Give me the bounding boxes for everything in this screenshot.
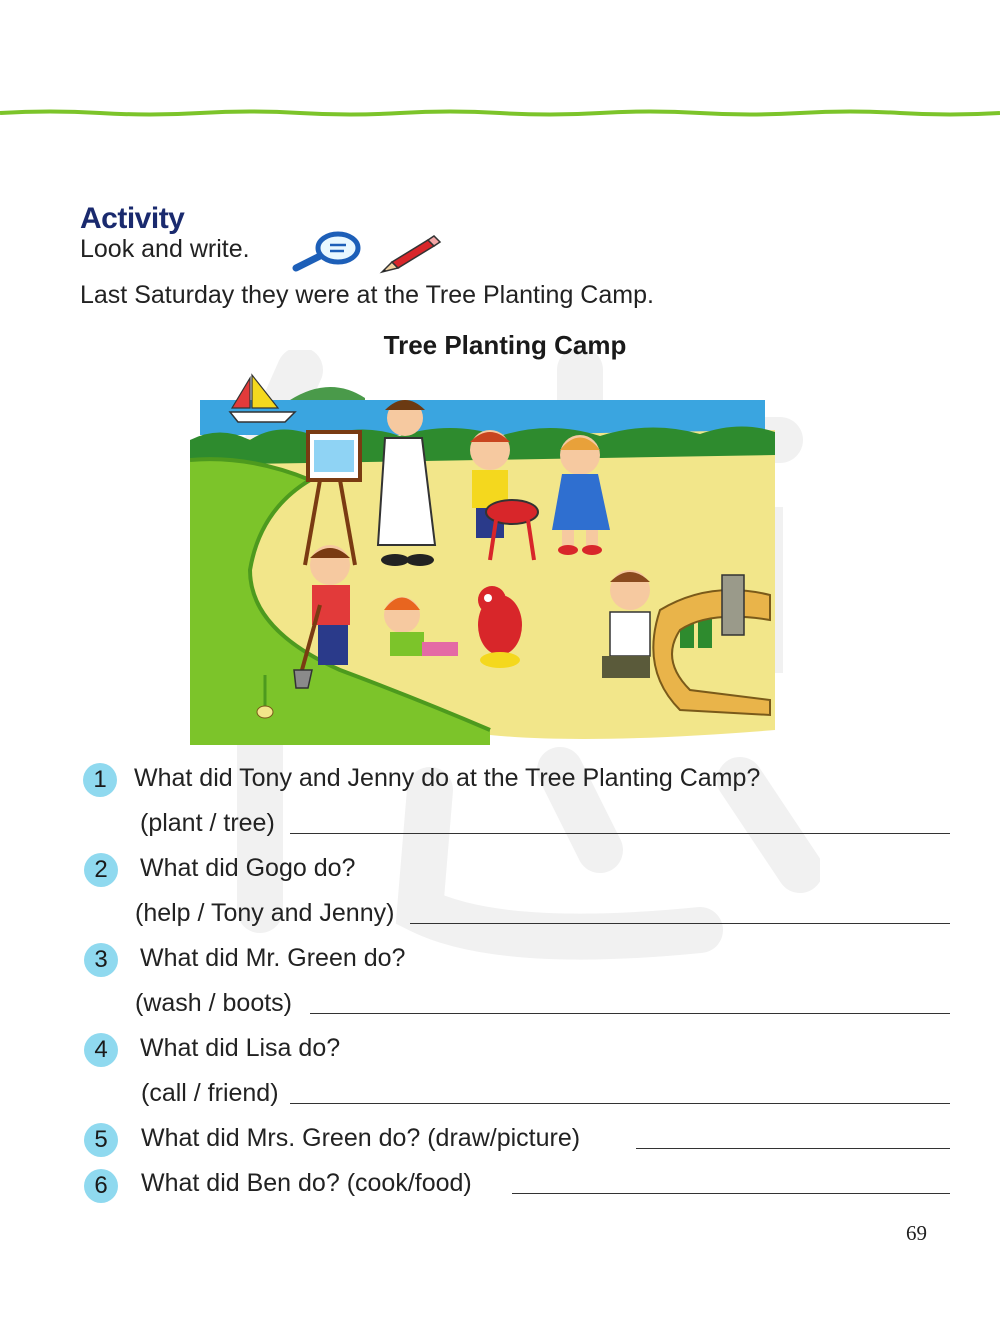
question-number-badge: 3 — [84, 943, 118, 977]
answer-line[interactable] — [290, 833, 950, 834]
question-text: What did Mrs. Green do? (draw/picture) — [141, 1124, 581, 1152]
answer-line[interactable] — [512, 1193, 950, 1194]
question-number-badge: 4 — [84, 1033, 118, 1067]
question-text: What did Gogo do? — [140, 854, 356, 882]
question-hint: (wash / boots) — [135, 989, 293, 1017]
sailboat-icon — [230, 375, 295, 422]
question-hint: (help / Tony and Jenny) — [135, 899, 395, 927]
question-text: What did Tony and Jenny do at the Tree Planting Camp? — [134, 764, 761, 792]
magnifier-icon — [290, 230, 364, 276]
question-text: What did Mr. Green do? — [140, 944, 406, 972]
question-number-badge: 6 — [84, 1169, 118, 1203]
camp-illustration — [190, 370, 775, 745]
answer-line[interactable] — [410, 923, 950, 924]
intro-text: Last Saturday they were at the Tree Planting Camp. — [80, 281, 654, 309]
top-divider — [0, 108, 1000, 118]
question-hint: (plant / tree) — [140, 809, 275, 837]
scene-title: Tree Planting Camp — [383, 330, 627, 360]
question-text: What did Ben do? (cook/food) — [141, 1169, 472, 1197]
question-hint: (call / friend) — [141, 1079, 279, 1107]
activity-title: Activity — [80, 202, 185, 235]
pencil-icon — [378, 232, 442, 276]
question-number-badge: 2 — [84, 853, 118, 887]
answer-line[interactable] — [310, 1013, 950, 1014]
instruction-text: Look and write. — [80, 235, 250, 263]
question-number-badge: 1 — [83, 763, 117, 797]
answer-line[interactable] — [290, 1103, 950, 1104]
answer-line[interactable] — [636, 1148, 950, 1149]
page-number: 69 — [906, 1221, 927, 1245]
question-text: What did Lisa do? — [140, 1034, 341, 1062]
question-number-badge: 5 — [84, 1123, 118, 1157]
